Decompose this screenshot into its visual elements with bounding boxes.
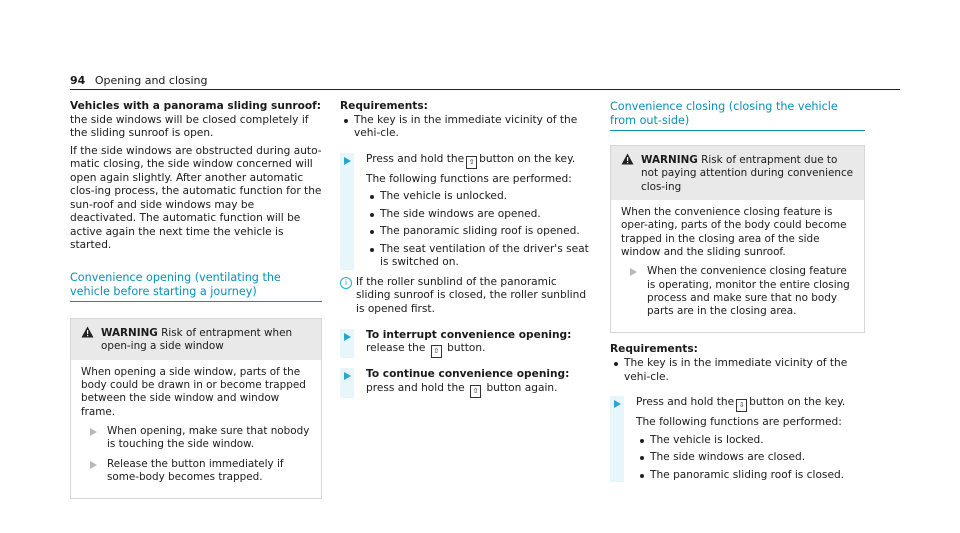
warning-box: [610, 145, 865, 333]
warning-header: [611, 146, 864, 200]
warning-header: [71, 319, 321, 360]
warning-head-text: Risk of entrapment when open-ing a side window: [101, 327, 293, 353]
following-text: The following functions are performed:: [366, 172, 572, 185]
section-heading-text: Convenience opening (ventilating the vehicle before starting a journey): [70, 271, 281, 299]
intro-bold: Vehicles with a panorama sliding sunroof:: [70, 100, 322, 112]
function-list: [636, 434, 865, 483]
instruction-step: [340, 153, 590, 270]
step-arrow-icon: [614, 400, 621, 408]
step-arrow-icon: [90, 428, 97, 436]
page-number: 94: [70, 74, 86, 87]
requirements-list: [340, 114, 590, 141]
warning-triangle-icon: [621, 153, 634, 169]
intro-text: the side windows will be closed completely if the sliding sunroof is open.: [70, 113, 309, 140]
key-open-icon: ⇧: [466, 156, 477, 169]
warning-box: [70, 318, 322, 499]
section-heading-text: Convenience closing (closing the vehicle from out-side): [610, 100, 838, 127]
function-item: The vehicle is locked.: [636, 434, 865, 448]
requirements-label: Requirements:: [610, 343, 698, 356]
chapter-title: Opening and closing: [94, 74, 208, 87]
warning-body-text: When opening a side window, parts of the body could be drawn in or become trapped between the side window and window frame.: [81, 365, 306, 418]
warning-step: Release the button immediately if some-body becomes trapped.: [81, 458, 311, 485]
step-arrow-icon: [90, 461, 97, 469]
section-rule: [70, 301, 322, 302]
warning-step: When opening, make sure that nobody is touching the side window.: [81, 425, 311, 452]
section-heading-opening: [70, 271, 322, 302]
step-text: Press and hold the ⇧ button on the key.: [366, 153, 590, 169]
requirement-item: The key is in the immediate vicinity of the vehi-cle.: [340, 114, 590, 141]
following-text: The following functions are performed:: [636, 416, 842, 429]
warning-label: WARNING: [101, 327, 158, 340]
step-arrow-icon: [344, 157, 351, 165]
warning-body-text: When the convenience closing feature is oper-ating, parts of the body could become trapped in the closing area of the side window and the sliding sunroof.: [621, 205, 847, 258]
instruction-step: [610, 396, 865, 482]
step-arrow-icon: [344, 333, 351, 341]
section-rule: [610, 130, 865, 131]
function-item: The seat ventilation of the driver's seat is switched on.: [366, 243, 590, 270]
function-list: [366, 190, 590, 270]
function-item: The vehicle is unlocked.: [366, 190, 590, 204]
warning-triangle-icon: [81, 326, 94, 342]
info-note: i If the roller sunblind of the panoramic sliding sunroof is closed, the roller sunblind is opened first.: [340, 276, 590, 317]
obstruction-paragraph: If the side windows are obstructed during auto-matic closing, the side window concerned will open again slightly. After another automatic clos-ing process, the automatic function for the sun-roof and side windows may be deactivated. The automatic function will be active again the next time the vehicle is started.: [70, 144, 322, 252]
info-icon: i: [340, 277, 352, 289]
requirement-item: The key is in the immediate vicinity of the vehi-cle.: [610, 357, 865, 384]
key-close-icon: ⇩: [736, 399, 747, 412]
step-arrow-icon: [630, 268, 637, 276]
warning-body: [611, 200, 864, 333]
header-rule: [70, 89, 900, 90]
continue-step: To continue convenience opening: press and hold the ⇧ button again.: [340, 368, 590, 398]
function-item: The panoramic sliding roof is opened.: [366, 225, 590, 239]
intro-paragraph: [70, 100, 322, 141]
function-item: The side windows are opened.: [366, 208, 590, 222]
column-middle: [340, 100, 590, 402]
function-item: The side windows are closed.: [636, 451, 865, 465]
key-open-icon: ⇧: [431, 345, 442, 358]
key-open-icon: ⇧: [470, 385, 481, 398]
warning-step: When the convenience closing feature is operating, monitor the entire closing process and make sure that no body parts are in the closing area.: [621, 265, 854, 318]
step-arrow-icon: [344, 372, 351, 380]
warning-head-text: Risk of entrapment due to not paying attention during convenience clos-ing: [641, 154, 854, 193]
requirements-label: Requirements:: [340, 100, 428, 112]
section-heading-closing: [610, 100, 865, 131]
column-left: [70, 100, 322, 499]
requirements-list: [610, 357, 865, 384]
warning-body: [71, 360, 321, 499]
function-item: The panoramic sliding roof is closed.: [636, 469, 865, 483]
warning-label: WARNING: [641, 154, 698, 166]
page-header: [70, 74, 207, 88]
step-text: Press and hold the ⇩ button on the key.: [636, 396, 865, 412]
column-right: [610, 100, 865, 486]
interrupt-step: To interrupt convenience opening: release the ⇧ button.: [340, 329, 590, 359]
